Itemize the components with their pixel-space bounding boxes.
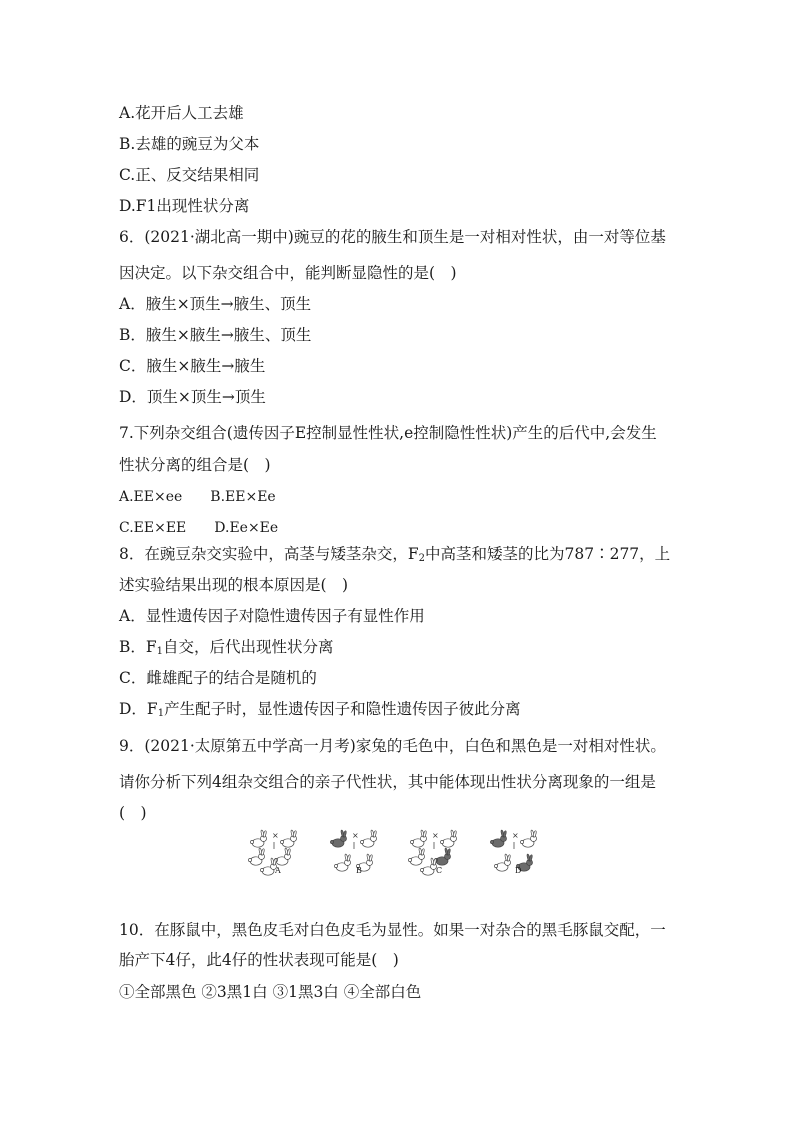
- rabbit-parent-icon: [490, 830, 506, 847]
- question-8-option-d: D．$F_1$产生配子时，显性遗传因子和隐性遗传因子彼此分离: [119, 700, 521, 719]
- question-10-options: ①全部黑色 ②3黑1白 ③1黑3白 ④全部白色: [119, 983, 422, 1001]
- question-7-stem-cont: 性状分离的组合是( ): [119, 456, 271, 474]
- question-8-stem-cont: 述实验结果出现的根本原因是( ): [119, 576, 349, 594]
- question-9-stem: 9．(2021·太原第五中学高一月考)家兔的毛色中，白色和黑色是一对相对性状。: [119, 737, 666, 755]
- question-7-options-cd: C.EE×EE D.Ee×Ee: [119, 520, 279, 536]
- figure-label-b: B: [356, 866, 362, 875]
- option-d-line: D.F1出现性状分离: [119, 197, 250, 215]
- rabbit-offspring-icon: [494, 854, 510, 871]
- question-8-option-b: B．$F_1$自交，后代出现性状分离: [119, 638, 334, 657]
- rabbit-offspring-icon: [274, 848, 290, 865]
- question-6-option-b: B．腋生×腋生→腋生、顶生: [119, 326, 312, 344]
- question-9-blank: ( ): [119, 804, 147, 822]
- rabbit-offspring-icon: [408, 848, 424, 865]
- rabbit-offspring-icon: [434, 848, 450, 865]
- option-b-line: B.去雄的豌豆为父本: [119, 135, 260, 153]
- rabbit-parent-icon: [520, 830, 536, 847]
- rabbit-offspring-icon: [248, 848, 264, 865]
- option-c-line: C.正、反交结果相同: [119, 166, 260, 184]
- rabbit-parent-icon: [440, 830, 456, 847]
- question-6-stem: 6．(2021·湖北高一期中)豌豆的花的腋生和顶生是一对相对性状，由一对等位基: [119, 228, 666, 246]
- question-6-stem-cont: 因决定。以下杂交组合中，能判断显隐性的是( ): [119, 264, 457, 282]
- figure-label-c: C: [436, 866, 443, 875]
- option-a-line: A.花开后人工去雄: [119, 104, 244, 122]
- cross-symbol: ×: [272, 831, 279, 840]
- figure-label-d: D: [515, 866, 522, 875]
- rabbit-parent-icon: [360, 830, 376, 847]
- question-6-option-a: A．腋生×顶生→腋生、顶生: [119, 295, 312, 313]
- question-8-option-c: C．雌雄配子的结合是随机的: [119, 669, 317, 687]
- cross-symbol: ×: [352, 831, 359, 840]
- rabbit-offspring-icon: [334, 854, 350, 871]
- question-6-option-c: C．腋生×腋生→腋生: [119, 357, 266, 375]
- question-10-stem: 10．在豚鼠中，黑色皮毛对白色皮毛为显性。如果一对杂合的黑毛豚鼠交配，一: [119, 921, 666, 939]
- question-7-stem: 7.下列杂交组合(遗传因子E控制显性性状,e控制隐性性状)产生的后代中,会发生: [119, 424, 657, 442]
- rabbit-cross-figure: [246, 828, 546, 876]
- cross-symbol: ×: [512, 831, 519, 840]
- question-8-stem: 8．在豌豆杂交实验中，高茎与矮茎杂交，$F_2$中高茎和矮茎的比为787∶277，上: [119, 545, 671, 564]
- figure-label-a: A: [275, 866, 281, 875]
- cross-symbol: ×: [432, 831, 439, 840]
- question-9-stem-cont: 请你分析下列4组杂交组合的亲子代性状，其中能体现出性状分离现象的一组是: [119, 773, 656, 791]
- rabbit-offspring-icon: [420, 858, 436, 875]
- rabbit-parent-icon: [250, 830, 266, 847]
- rabbit-parent-icon: [410, 830, 426, 847]
- rabbit-parent-icon: [280, 830, 296, 847]
- rabbit-parent-icon: [330, 830, 346, 847]
- question-7-options-ab: A.EE×ee B.EE×Ee: [119, 489, 276, 505]
- question-6-option-d: D．顶生×顶生→顶生: [119, 388, 266, 406]
- question-10-stem-cont: 胎产下4仔，此4仔的性状表现可能是( ): [119, 951, 399, 969]
- question-8-option-a: A．显性遗传因子对隐性遗传因子有显性作用: [119, 607, 425, 625]
